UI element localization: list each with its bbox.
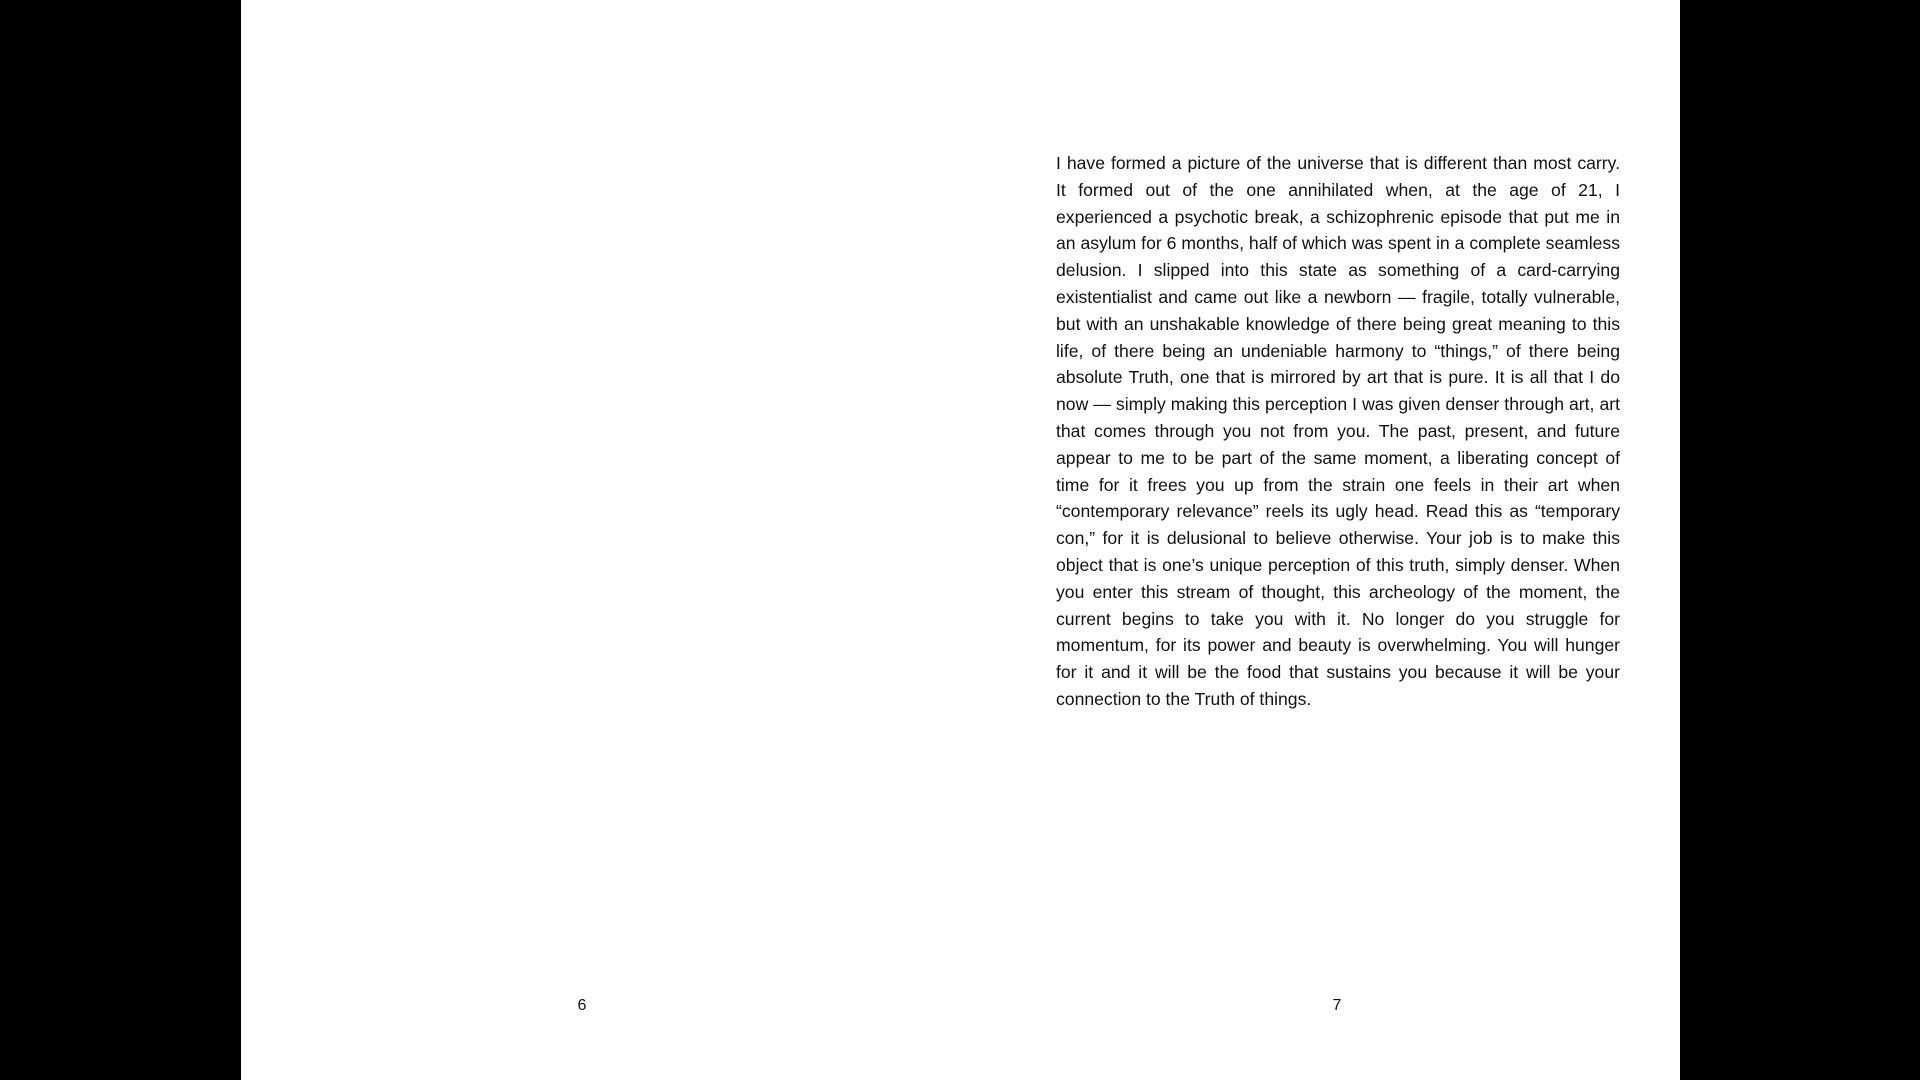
right-page-number: 7 xyxy=(1332,997,1342,1014)
page-spread xyxy=(241,0,1680,1080)
left-page xyxy=(241,0,961,1080)
left-page-number: 6 xyxy=(577,997,587,1014)
body-paragraph: I have formed a picture of the universe that is different than most carry. It formed out of the one annihilated when, at the age of 21, I experienced a psychotic break, a schizophrenic episode that put me in an asylum for 6 months, half of which was spent in a complete seamless delusion. I slipped into this state as something of a card-carrying existentialist and came out like a newborn — fragile, totally vulnerable, but with an unshakable knowledge of there being great meaning to this life, of there being an undeniable harmony to “things,” of there being absolute Truth, one that is mirrored by art that is pure. It is all that I do now — simply making this perception I was given denser through art, art that comes through you not from you. The past, present, and future appear to me to be part of the same moment, a liberating concept of time for it frees you up from the strain one feels in their art when “contemporary relevance” reels its ugly head. Read this as “temporary con,” for it is delusional to believe otherwise. Your job is to make this object that is one’s unique perception of this truth, simply denser. When you enter this stream of thought, this archeology of the moment, the current begins to take you with it. No longer do you struggle for momentum, for its power and beauty is overwhelming. You will hunger for it and it will be the food that sustains you because it will be your connection to the Truth of things. xyxy=(1056,153,1620,709)
right-page xyxy=(960,0,1680,1080)
